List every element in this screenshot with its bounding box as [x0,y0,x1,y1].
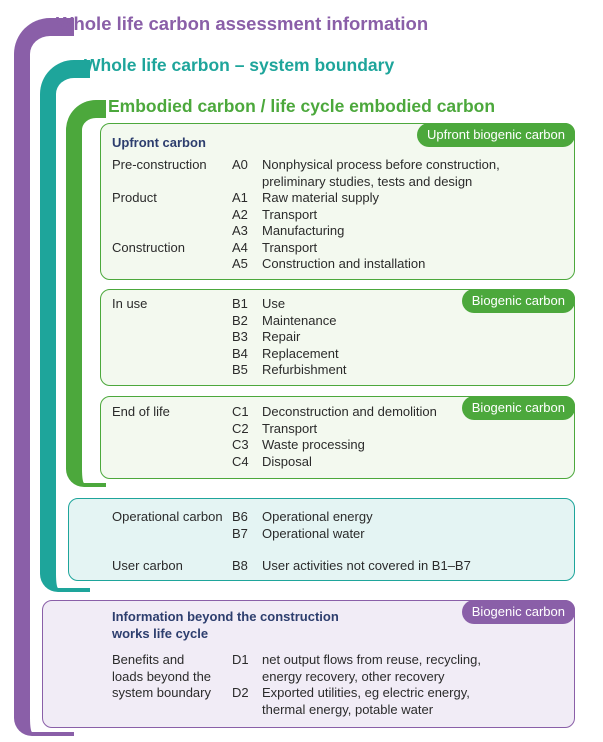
stage-code: B8 [232,558,248,573]
stage-code: A4 [232,239,248,255]
stage-desc: Repair [262,329,301,344]
stage-code: C4 [232,453,249,469]
stage-label: Benefits and [112,652,185,667]
stage-label: User carbon [112,558,183,573]
system-boundary-heading: Whole life carbon – system boundary [84,55,395,75]
operational-carbon-box [68,498,575,581]
stage-desc: net output flows from reuse, recycling, [262,652,481,667]
stage-code: A1 [232,190,248,205]
stage-desc: Operational energy [262,509,373,524]
upfront-biogenic-tag: Upfront biogenic carbon [417,123,575,147]
stage-desc: Use [262,296,286,311]
end-of-life-box [100,396,575,479]
stage-code: C2 [232,420,249,436]
stage-desc: Nonphysical process before construction, [262,157,500,172]
stage-desc: Transport [262,239,318,255]
whole-life-heading: Whole life carbon assessment information [56,13,429,34]
stage-desc: Waste processing [262,437,365,452]
stage-desc: Operational water [262,525,365,541]
stage-code: A0 [232,157,248,172]
stage-label: system boundary [112,685,211,700]
stage-desc: Transport [262,420,318,436]
beyond-life-cycle-box [42,600,575,728]
stage-code: D1 [232,652,249,667]
stage-code: B4 [232,345,248,361]
stage-code: C3 [232,437,249,452]
stage-code: A3 [232,223,248,238]
stage-label: Pre-construction [112,157,207,172]
stage-label: loads beyond the [112,668,212,684]
stage-desc: Disposal [262,453,312,469]
in-use-box [100,289,575,386]
biogenic-carbon-tag: Biogenic carbon [462,600,575,624]
stage-label: Product [112,190,157,205]
biogenic-carbon-tag: Biogenic carbon [462,396,575,420]
stage-code: B3 [232,329,248,344]
stage-desc: Maintenance [262,312,337,328]
stage-code: B6 [232,509,248,524]
stage-desc: Exported utilities, eg electric energy, [262,685,470,700]
upfront-carbon-box [100,123,575,280]
stage-code: D2 [232,685,249,700]
stage-code: B1 [232,296,248,311]
stage-label: In use [112,296,148,311]
stage-desc: Transport [262,206,318,222]
stage-label: Construction [112,239,185,255]
stage-desc: preliminary studies, tests and design [262,173,473,189]
stage-desc: thermal energy, potable water [262,701,434,717]
upfront-title: Upfront carbon [112,135,206,150]
stage-desc: User activities not covered in B1–B7 [262,558,471,573]
stage-code: B2 [232,312,248,328]
stage-desc: Deconstruction and demolition [262,404,437,419]
biogenic-carbon-tag: Biogenic carbon [462,289,575,313]
stage-label: End of life [112,404,170,419]
stage-code: C1 [232,404,249,419]
stage-desc: energy recovery, other recovery [262,668,445,684]
stage-label: Operational carbon [112,509,223,524]
stage-desc: Manufacturing [262,223,345,238]
stage-desc: Refurbishment [262,362,347,377]
stage-code: A2 [232,206,248,222]
stage-code: B7 [232,525,248,541]
stage-code: A5 [232,256,248,271]
beyond-title: Information beyond the construction [112,609,339,624]
beyond-title: works life cycle [112,626,209,641]
embodied-heading: Embodied carbon / life cycle embodied carbon [108,96,496,116]
stage-desc: Replacement [262,345,339,361]
stage-desc: Raw material supply [262,190,380,205]
stage-code: B5 [232,362,248,377]
stage-desc: Construction and installation [262,256,426,271]
